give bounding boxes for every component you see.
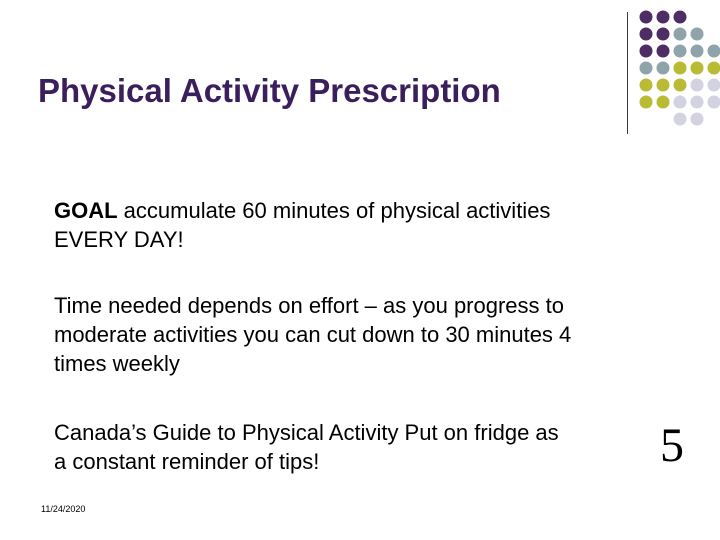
decorative-dot — [708, 62, 720, 75]
decorative-dot — [691, 45, 704, 58]
title-divider — [627, 12, 628, 134]
bullet-canada-guide: Canada’s Guide to Physical Activity Put on fridge as a constant reminder of tips! — [54, 420, 559, 474]
decorative-dot-grid — [0, 0, 720, 140]
decorative-dot — [691, 96, 704, 109]
decorative-dot — [674, 62, 687, 75]
decorative-dot — [657, 79, 670, 92]
bullet-goal — [54, 196, 574, 254]
bullet-time-needed: Time needed depends on effort – as you progress to moderate activities you can cut down to 30 minutes 4 times weekly — [54, 293, 572, 376]
decorative-dot — [640, 45, 653, 58]
decorative-dot — [657, 11, 670, 24]
decorative-dot — [657, 28, 670, 41]
decorative-dot — [691, 62, 704, 75]
decorative-dot — [657, 96, 670, 109]
decorative-dot — [691, 79, 704, 92]
decorative-dot — [708, 45, 720, 58]
slide-title: Physical Activity Prescription — [38, 72, 501, 109]
decorative-dot — [640, 11, 653, 24]
bullet-goal-lead: GOAL — [54, 198, 118, 223]
bullet-goal-text: accumulate 60 minutes of physical activities EVERY DAY! — [54, 198, 551, 252]
decorative-dot — [708, 96, 720, 109]
slide-number: 5 — [660, 419, 684, 472]
decorative-dot — [640, 62, 653, 75]
decorative-dot — [708, 79, 720, 92]
slide-date: 11/24/2020 — [41, 504, 86, 514]
decorative-dot — [640, 28, 653, 41]
decorative-dot — [657, 45, 670, 58]
decorative-dot — [657, 62, 670, 75]
decorative-dot — [640, 79, 653, 92]
decorative-dot — [674, 79, 687, 92]
decorative-dot — [691, 113, 704, 126]
decorative-dot — [674, 11, 687, 24]
decorative-dot — [691, 28, 704, 41]
decorative-dot — [640, 96, 653, 109]
decorative-dot — [674, 96, 687, 109]
decorative-dot — [674, 45, 687, 58]
decorative-dot — [674, 28, 687, 41]
decorative-dot — [674, 113, 687, 126]
